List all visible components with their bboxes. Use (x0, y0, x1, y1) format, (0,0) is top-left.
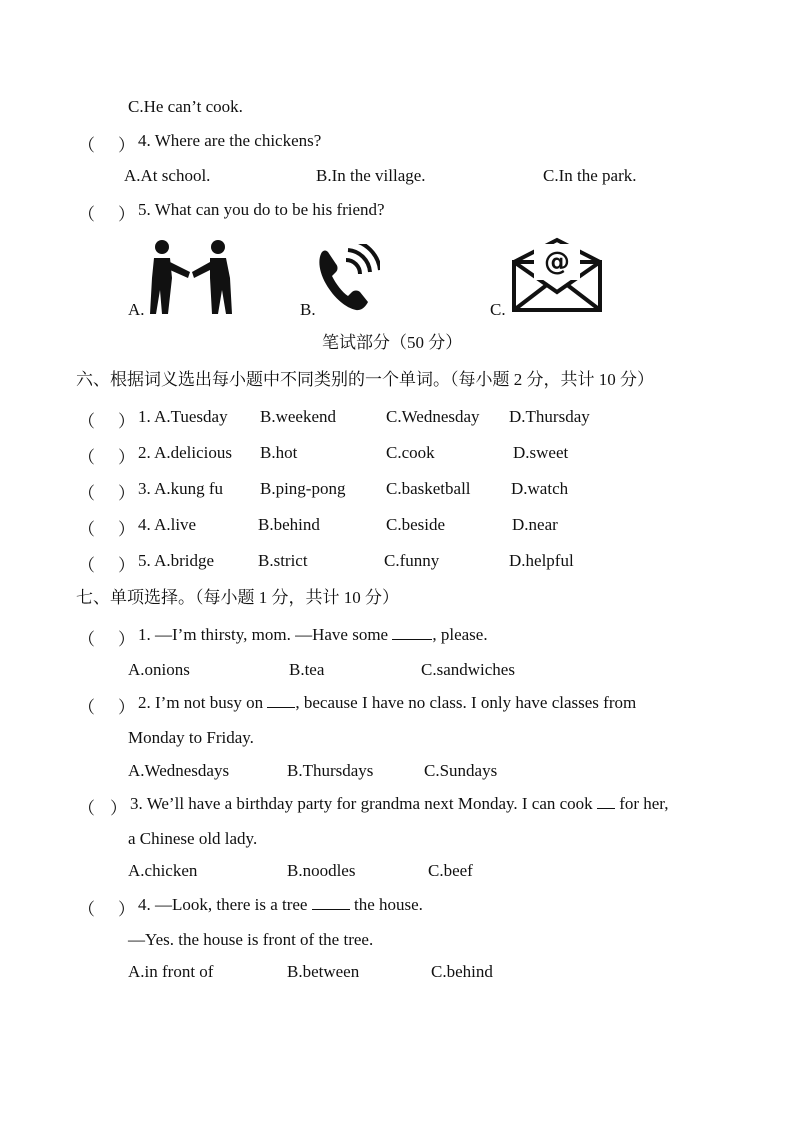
answer-paren-close: ） (118, 412, 135, 431)
option-a-label: A. (128, 300, 145, 319)
written-section-title: 笔试部分（50 分） (322, 333, 463, 352)
option-b: B.noodles (287, 861, 356, 880)
answer-paren-open: （ (78, 484, 95, 503)
s6-q3-c: C.basketball (386, 479, 471, 498)
answer-paren-open: （ (78, 799, 95, 818)
s6-q4-d: D.near (512, 515, 558, 534)
s6-q2-d: D.sweet (513, 443, 569, 462)
answer-paren-close: ） (110, 799, 127, 818)
s7-q4: 4. —Look, there is a tree the house. (138, 895, 423, 914)
s6-q2-b: B.hot (260, 443, 298, 462)
answer-paren-close: ） (118, 556, 135, 575)
s6-q1-b: B.weekend (260, 407, 337, 426)
section-6-title: 六、根据词义选出每小题中不同类别的一个单词。（每小题 2 分，共计 10 分） (76, 370, 654, 389)
question-4: 4. Where are the chickens? (138, 131, 322, 150)
answer-paren-close: ） (118, 136, 135, 155)
option-a: A.chicken (128, 861, 198, 880)
answer-paren-close: ） (118, 900, 135, 919)
answer-blank (312, 895, 350, 910)
answer-blank (597, 794, 615, 809)
option-c: C.He can’t cook. (128, 97, 243, 116)
s6-q4: 4. A.live (138, 515, 197, 534)
s6-q5: 5. A.bridge (138, 551, 215, 570)
answer-paren-close: ） (118, 205, 135, 224)
option-c: C.beef (428, 861, 473, 880)
s7-q4-line2: —Yes. the house is front of the tree. (128, 930, 374, 949)
answer-paren-open: （ (78, 630, 95, 649)
answer-paren-open: （ (78, 556, 95, 575)
s7-q2-line2: Monday to Friday. (128, 728, 254, 747)
option-c-label: C. (490, 300, 506, 319)
answer-paren-open: （ (78, 205, 95, 224)
answer-paren-open: （ (78, 412, 95, 431)
s6-q5-d: D.helpful (509, 551, 574, 570)
answer-blank (392, 625, 432, 640)
option-a: A.At school. (124, 166, 211, 185)
s7-q3: 3. We’ll have a birthday party for grandma next Monday. I can cook for her, (130, 794, 669, 813)
option-c: C.sandwiches (421, 660, 515, 679)
s6-q4-b: B.behind (258, 515, 320, 534)
s7-q3-line2: a Chinese old lady. (128, 829, 258, 848)
s6-q3: 3. A.kung fu (138, 479, 224, 498)
s6-q5-c: C.funny (384, 551, 440, 570)
email-envelope-icon (510, 236, 604, 314)
s6-q3-d: D.watch (511, 479, 569, 498)
option-a: A.in front of (128, 962, 214, 981)
option-c: C.In the park. (543, 166, 637, 185)
option-c: C.behind (431, 962, 493, 981)
section-7-title: 七、单项选择。（每小题 1 分，共计 10 分） (76, 588, 399, 607)
s6-q1-d: D.Thursday (509, 407, 590, 426)
s7-q1: 1. —I’m thirsty, mom. —Have some , please. (138, 625, 488, 644)
option-b: B.In the village. (316, 166, 426, 185)
s7-q2: 2. I’m not busy on , because I have no class. I only have classes from (138, 693, 637, 712)
answer-paren-close: ） (118, 630, 135, 649)
answer-paren-close: ） (118, 520, 135, 539)
option-b: B.between (287, 962, 360, 981)
answer-paren-close: ） (118, 698, 135, 717)
option-b-label: B. (300, 300, 316, 319)
answer-paren-open: （ (78, 900, 95, 919)
answer-paren-open: （ (78, 136, 95, 155)
s6-q2-c: C.cook (386, 443, 435, 462)
answer-blank (267, 693, 295, 708)
s6-q4-c: C.beside (386, 515, 446, 534)
answer-paren-open: （ (78, 520, 95, 539)
answer-paren-open: （ (78, 448, 95, 467)
handshake-icon (148, 238, 234, 316)
phone-icon (316, 244, 380, 314)
question-5: 5. What can you do to be his friend? (138, 200, 385, 219)
option-b: B.tea (289, 660, 325, 679)
answer-paren-close: ） (118, 448, 135, 467)
option-a: A.Wednesdays (128, 761, 230, 780)
s6-q1-c: C.Wednesday (386, 407, 480, 426)
s6-q3-b: B.ping-pong (260, 479, 346, 498)
option-c: C.Sundays (424, 761, 498, 780)
svg-text:@: @ (544, 247, 570, 277)
option-b: B.Thursdays (287, 761, 374, 780)
option-a: A.onions (128, 660, 190, 679)
s6-q1: 1. A.Tuesday (138, 407, 228, 426)
answer-paren-close: ） (118, 484, 135, 503)
s6-q5-b: B.strict (258, 551, 308, 570)
s6-q2: 2. A.delicious (138, 443, 232, 462)
answer-paren-open: （ (78, 698, 95, 717)
